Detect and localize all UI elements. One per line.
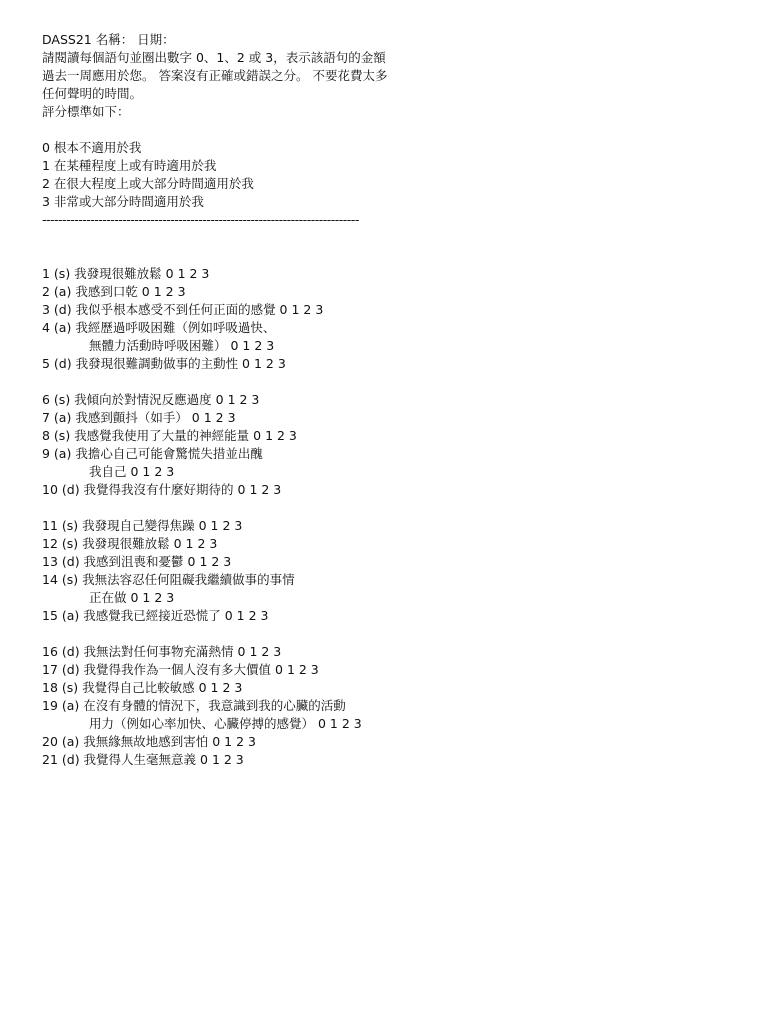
question-group (42, 517, 732, 625)
question-item: 17 (d) 我覺得我作為一個人沒有多大價值 0 1 2 3 (42, 662, 319, 677)
question-item: 8 (s) 我感覺我使用了大量的神經能量 0 1 2 3 (42, 428, 297, 443)
question-continuation: 我自己 0 1 2 3 (89, 464, 175, 479)
question-item: 16 (d) 我無法對任何事物充滿熱情 0 1 2 3 (42, 644, 282, 659)
question-group (42, 391, 732, 499)
question-continuation: 用力（例如心率加快、心臟停搏的感覺） 0 1 2 3 (89, 716, 362, 731)
question-item: 10 (d) 我覺得我沒有什麼好期待的 0 1 2 3 (42, 482, 282, 497)
scale-item-3: 3 非常或大部分時間適用於我 (42, 194, 204, 209)
question-list (42, 265, 732, 769)
scale-item-0: 0 根本不適用於我 (42, 140, 142, 155)
instruction-line-1: 請閱讀每個語句並圈出數字 0、1、2 或 3，表示該語句的金額 (42, 50, 386, 65)
question-item: 18 (s) 我覺得自己比較敏感 0 1 2 3 (42, 680, 243, 695)
question-item: 15 (a) 我感覺我已經接近恐慌了 0 1 2 3 (42, 608, 269, 623)
scale-item-2: 2 在很大程度上或大部分時間適用於我 (42, 176, 254, 191)
question-item: 7 (a) 我感到顫抖（如手） 0 1 2 3 (42, 410, 236, 425)
instruction-line-3: 任何聲明的時間。 (42, 86, 143, 101)
spacer (42, 499, 732, 517)
separator-line: ------------------------------------------------------------------------------- (42, 212, 359, 227)
scale-item-1: 1 在某種程度上或有時適用於我 (42, 158, 217, 173)
question-item: 11 (s) 我發現自己變得焦躁 0 1 2 3 (42, 518, 243, 533)
question-item: 3 (d) 我似乎根本感受不到任何正面的感覺 0 1 2 3 (42, 302, 324, 317)
question-group (42, 265, 732, 373)
question-item: 20 (a) 我無緣無故地感到害怕 0 1 2 3 (42, 734, 256, 749)
spacer (42, 625, 732, 643)
question-continuation: 正在做 0 1 2 3 (89, 590, 175, 605)
spacer (42, 121, 732, 139)
instruction-line-2: 過去一周應用於您。 答案沒有正確或錯誤之分。 不要花費太多 (42, 68, 388, 83)
question-item: 6 (s) 我傾向於對情況反應過度 0 1 2 3 (42, 392, 260, 407)
question-item: 1 (s) 我發現很難放鬆 0 1 2 3 (42, 266, 210, 281)
question-item: 4 (a) 我經歷過呼吸困難（例如呼吸過快、 (42, 320, 276, 335)
scoring-heading: 評分標準如下： (42, 104, 130, 119)
document-page (42, 31, 732, 769)
question-item: 14 (s) 我無法容忍任何阻礙我繼續做事的事情 (42, 572, 295, 587)
question-item: 13 (d) 我感到沮喪和憂鬱 0 1 2 3 (42, 554, 232, 569)
question-item: 9 (a) 我擔心自己可能會驚慌失措並出醜 (42, 446, 263, 461)
question-group (42, 643, 732, 769)
question-item: 5 (d) 我發現很難調動做事的主動性 0 1 2 3 (42, 356, 286, 371)
spacer (42, 229, 732, 265)
question-item: 19 (a) 在沒有身體的情況下，我意識到我的心臟的活動 (42, 698, 346, 713)
document-title-line: DASS21 名稱： 日期： (42, 32, 175, 47)
question-continuation: 無體力活動時呼吸困難） 0 1 2 3 (89, 338, 275, 353)
question-item: 2 (a) 我感到口乾 0 1 2 3 (42, 284, 186, 299)
spacer (42, 373, 732, 391)
question-item: 12 (s) 我發現很難放鬆 0 1 2 3 (42, 536, 218, 551)
question-item: 21 (d) 我覺得人生毫無意義 0 1 2 3 (42, 752, 244, 767)
